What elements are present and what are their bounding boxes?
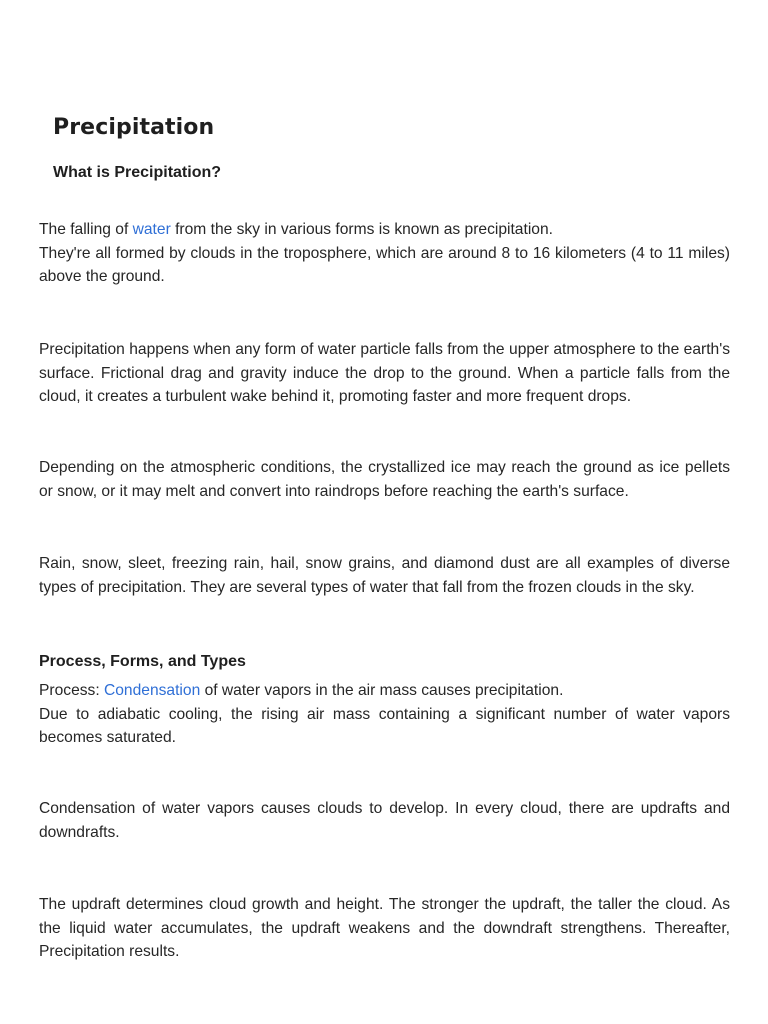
section-heading: Process, Forms, and Types bbox=[39, 653, 246, 670]
water-link[interactable]: water bbox=[132, 221, 171, 238]
paragraph-happens: Precipitation happens when any form of water particle falls from the upper atmosphere to the earth's surface. Frictional drag and gravity induce the drop to the ground. When a particle falls from the cloud, it creates a turbulent wake behind it, promoting faster and more frequent drops. bbox=[39, 341, 730, 405]
intro-text-after: from the sky in various forms is known as precipitation. bbox=[170, 221, 553, 238]
paragraph-condensation: Condensation of water vapors causes clouds to develop. In every cloud, there are updrafts and downdrafts. bbox=[39, 800, 730, 841]
process-line-2: Due to adiabatic cooling, the rising air mass containing a significant number of water vapors becomes saturated. bbox=[39, 705, 730, 746]
intro-paragraph bbox=[39, 218, 730, 289]
paragraph-types: Rain, snow, sleet, freezing rain, hail, snow grains, and diamond dust are all examples of diverse types of precipitation. They are several types of water that fall from the frozen clouds in the sky. bbox=[39, 555, 730, 596]
intro-text-before: The falling of bbox=[39, 221, 133, 238]
paragraph-updraft: The updraft determines cloud growth and height. The stronger the updraft, the taller the cloud. As the liquid water accumulates, the updraft weakens and the downdraft strengthens. Thereafter, Precipitation results. bbox=[39, 896, 730, 960]
page-subtitle: What is Precipitation? bbox=[53, 164, 222, 181]
process-line-1 bbox=[39, 679, 730, 703]
page-title: Precipitation bbox=[53, 115, 215, 140]
process-prefix: Process: bbox=[39, 682, 104, 699]
intro-line-1 bbox=[39, 218, 730, 242]
intro-line-2: They're all formed by clouds in the troposphere, which are around 8 to 16 kilometers (4 to 11 miles) above the ground. bbox=[39, 244, 730, 285]
process-paragraph bbox=[39, 679, 730, 750]
paragraph-depending: Depending on the atmospheric conditions, the crystallized ice may reach the ground as ice pellets or snow, or it may melt and convert into raindrops before reaching the earth's surface. bbox=[39, 459, 730, 500]
process-suffix: of water vapors in the air mass causes precipitation. bbox=[200, 682, 564, 699]
condensation-link[interactable]: Condensation bbox=[104, 682, 201, 699]
